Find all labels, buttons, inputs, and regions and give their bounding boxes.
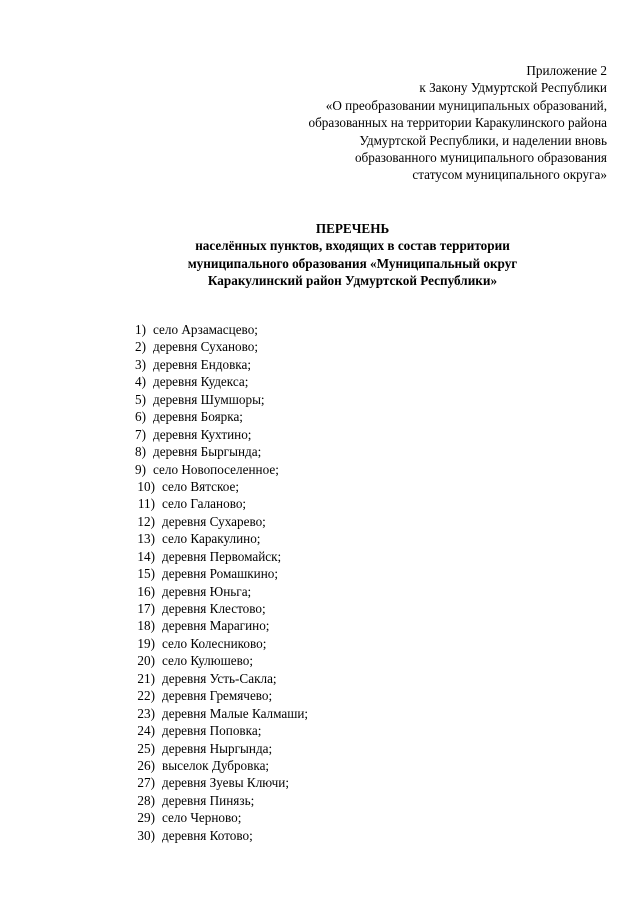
list-item-name: деревня Гремячево;: [162, 688, 273, 704]
list-item-number: 21): [137, 670, 155, 686]
list-item-number: 17): [137, 601, 155, 616]
list-item-name: деревня Быргында;: [153, 444, 262, 460]
list-item-name: деревня Боярка;: [153, 409, 243, 425]
list-item-name: выселок Дубровка;: [162, 757, 270, 773]
list-item-number: 13): [137, 531, 155, 547]
list-item-number: 5): [135, 391, 146, 407]
annex-line: Удмуртской Республики, и наделении вновь: [359, 132, 607, 148]
list-item-name: село Кулюшево;: [162, 653, 253, 669]
list-item-name: село Новопоселенное;: [153, 461, 279, 477]
list-item-name: деревня Кухтино;: [153, 426, 252, 442]
document-subtitle-line: населённых пунктов, входящих в состав территории: [195, 238, 510, 254]
annex-line: Приложение 2: [526, 63, 607, 78]
list-item-name: деревня Шумшоры;: [153, 391, 265, 407]
annex-line: статусом муниципального округа»: [412, 167, 607, 183]
list-item-name: деревня Клестово;: [162, 601, 266, 616]
annex-line: «О преобразовании муниципальных образований,: [325, 97, 607, 113]
list-item-number: 19): [137, 635, 155, 651]
list-item-number: 26): [137, 757, 155, 773]
list-item-number: 24): [137, 723, 155, 739]
list-item-name: деревня Ендовка;: [153, 356, 252, 372]
list-item-number: 27): [137, 775, 155, 791]
document-subtitle-line: муниципального образования «Муниципальный округ: [187, 255, 518, 271]
list-item-number: 7): [135, 426, 146, 442]
list-item-name: деревня Котово;: [162, 827, 253, 843]
list-item-name: деревня Сухарево;: [162, 513, 266, 529]
list-item-name: село Галаново;: [162, 496, 247, 512]
annex-line: образованных на территории Каракулинского района: [308, 115, 607, 131]
list-item-name: деревня Зуевы Ключи;: [162, 775, 289, 791]
list-item-number: 29): [137, 810, 155, 826]
list-item-number: 3): [135, 356, 146, 372]
list-item-number: 11): [137, 496, 155, 512]
list-item-name: деревня Малые Калмаши;: [162, 705, 309, 721]
list-item-number: 23): [137, 705, 155, 721]
list-item-number: 2): [135, 339, 146, 355]
list-item-number: 18): [137, 618, 155, 634]
list-item-number: 9): [135, 461, 146, 477]
list-item-name: деревня Пинязь;: [162, 792, 255, 808]
list-item-name: село Каракулино;: [162, 531, 261, 547]
list-item-number: 28): [137, 792, 155, 808]
list-item-name: село Черново;: [162, 810, 242, 826]
list-item-number: 10): [137, 478, 155, 494]
list-item-name: село Арзамасцево;: [153, 322, 258, 337]
list-item-name: деревня Первомайск;: [162, 548, 282, 564]
list-item-number: 16): [137, 583, 155, 599]
list-item-name: деревня Поповка;: [162, 723, 262, 739]
list-item-name: село Колесниково;: [162, 635, 267, 651]
document-subtitle-line: Каракулинский район Удмуртской Республики»: [207, 273, 498, 289]
list-item-name: деревня Кудекса;: [153, 374, 249, 390]
list-item-number: 6): [135, 409, 146, 425]
list-item-name: деревня Усть-Сакла;: [162, 670, 277, 686]
list-item-number: 8): [135, 444, 146, 460]
annex-line: образованного муниципального образования: [354, 150, 607, 166]
list-item-number: 22): [137, 688, 155, 704]
list-item-name: деревня Ромашкино;: [162, 566, 279, 582]
list-item-number: 4): [135, 374, 146, 390]
list-item-name: деревня Суханово;: [153, 339, 259, 355]
list-item-number: 1): [135, 322, 146, 337]
document-title: ПЕРЕЧЕНЬ: [315, 221, 390, 236]
list-item-name: деревня Марагино;: [162, 618, 270, 634]
annex-header: [308, 62, 607, 184]
list-item-number: 15): [137, 566, 155, 582]
list-item-number: 20): [137, 653, 155, 669]
list-item-number: 30): [137, 827, 155, 843]
list-item-number: 14): [137, 548, 155, 564]
list-item-number: 25): [137, 740, 155, 756]
list-item-number: 12): [137, 513, 155, 529]
list-item-name: деревня Ныргында;: [162, 740, 273, 756]
list-item-name: деревня Юньга;: [162, 583, 252, 599]
list-item-name: село Вятское;: [162, 478, 239, 494]
annex-line: к Закону Удмуртской Республики: [419, 80, 607, 96]
document-heading: [0, 220, 640, 290]
